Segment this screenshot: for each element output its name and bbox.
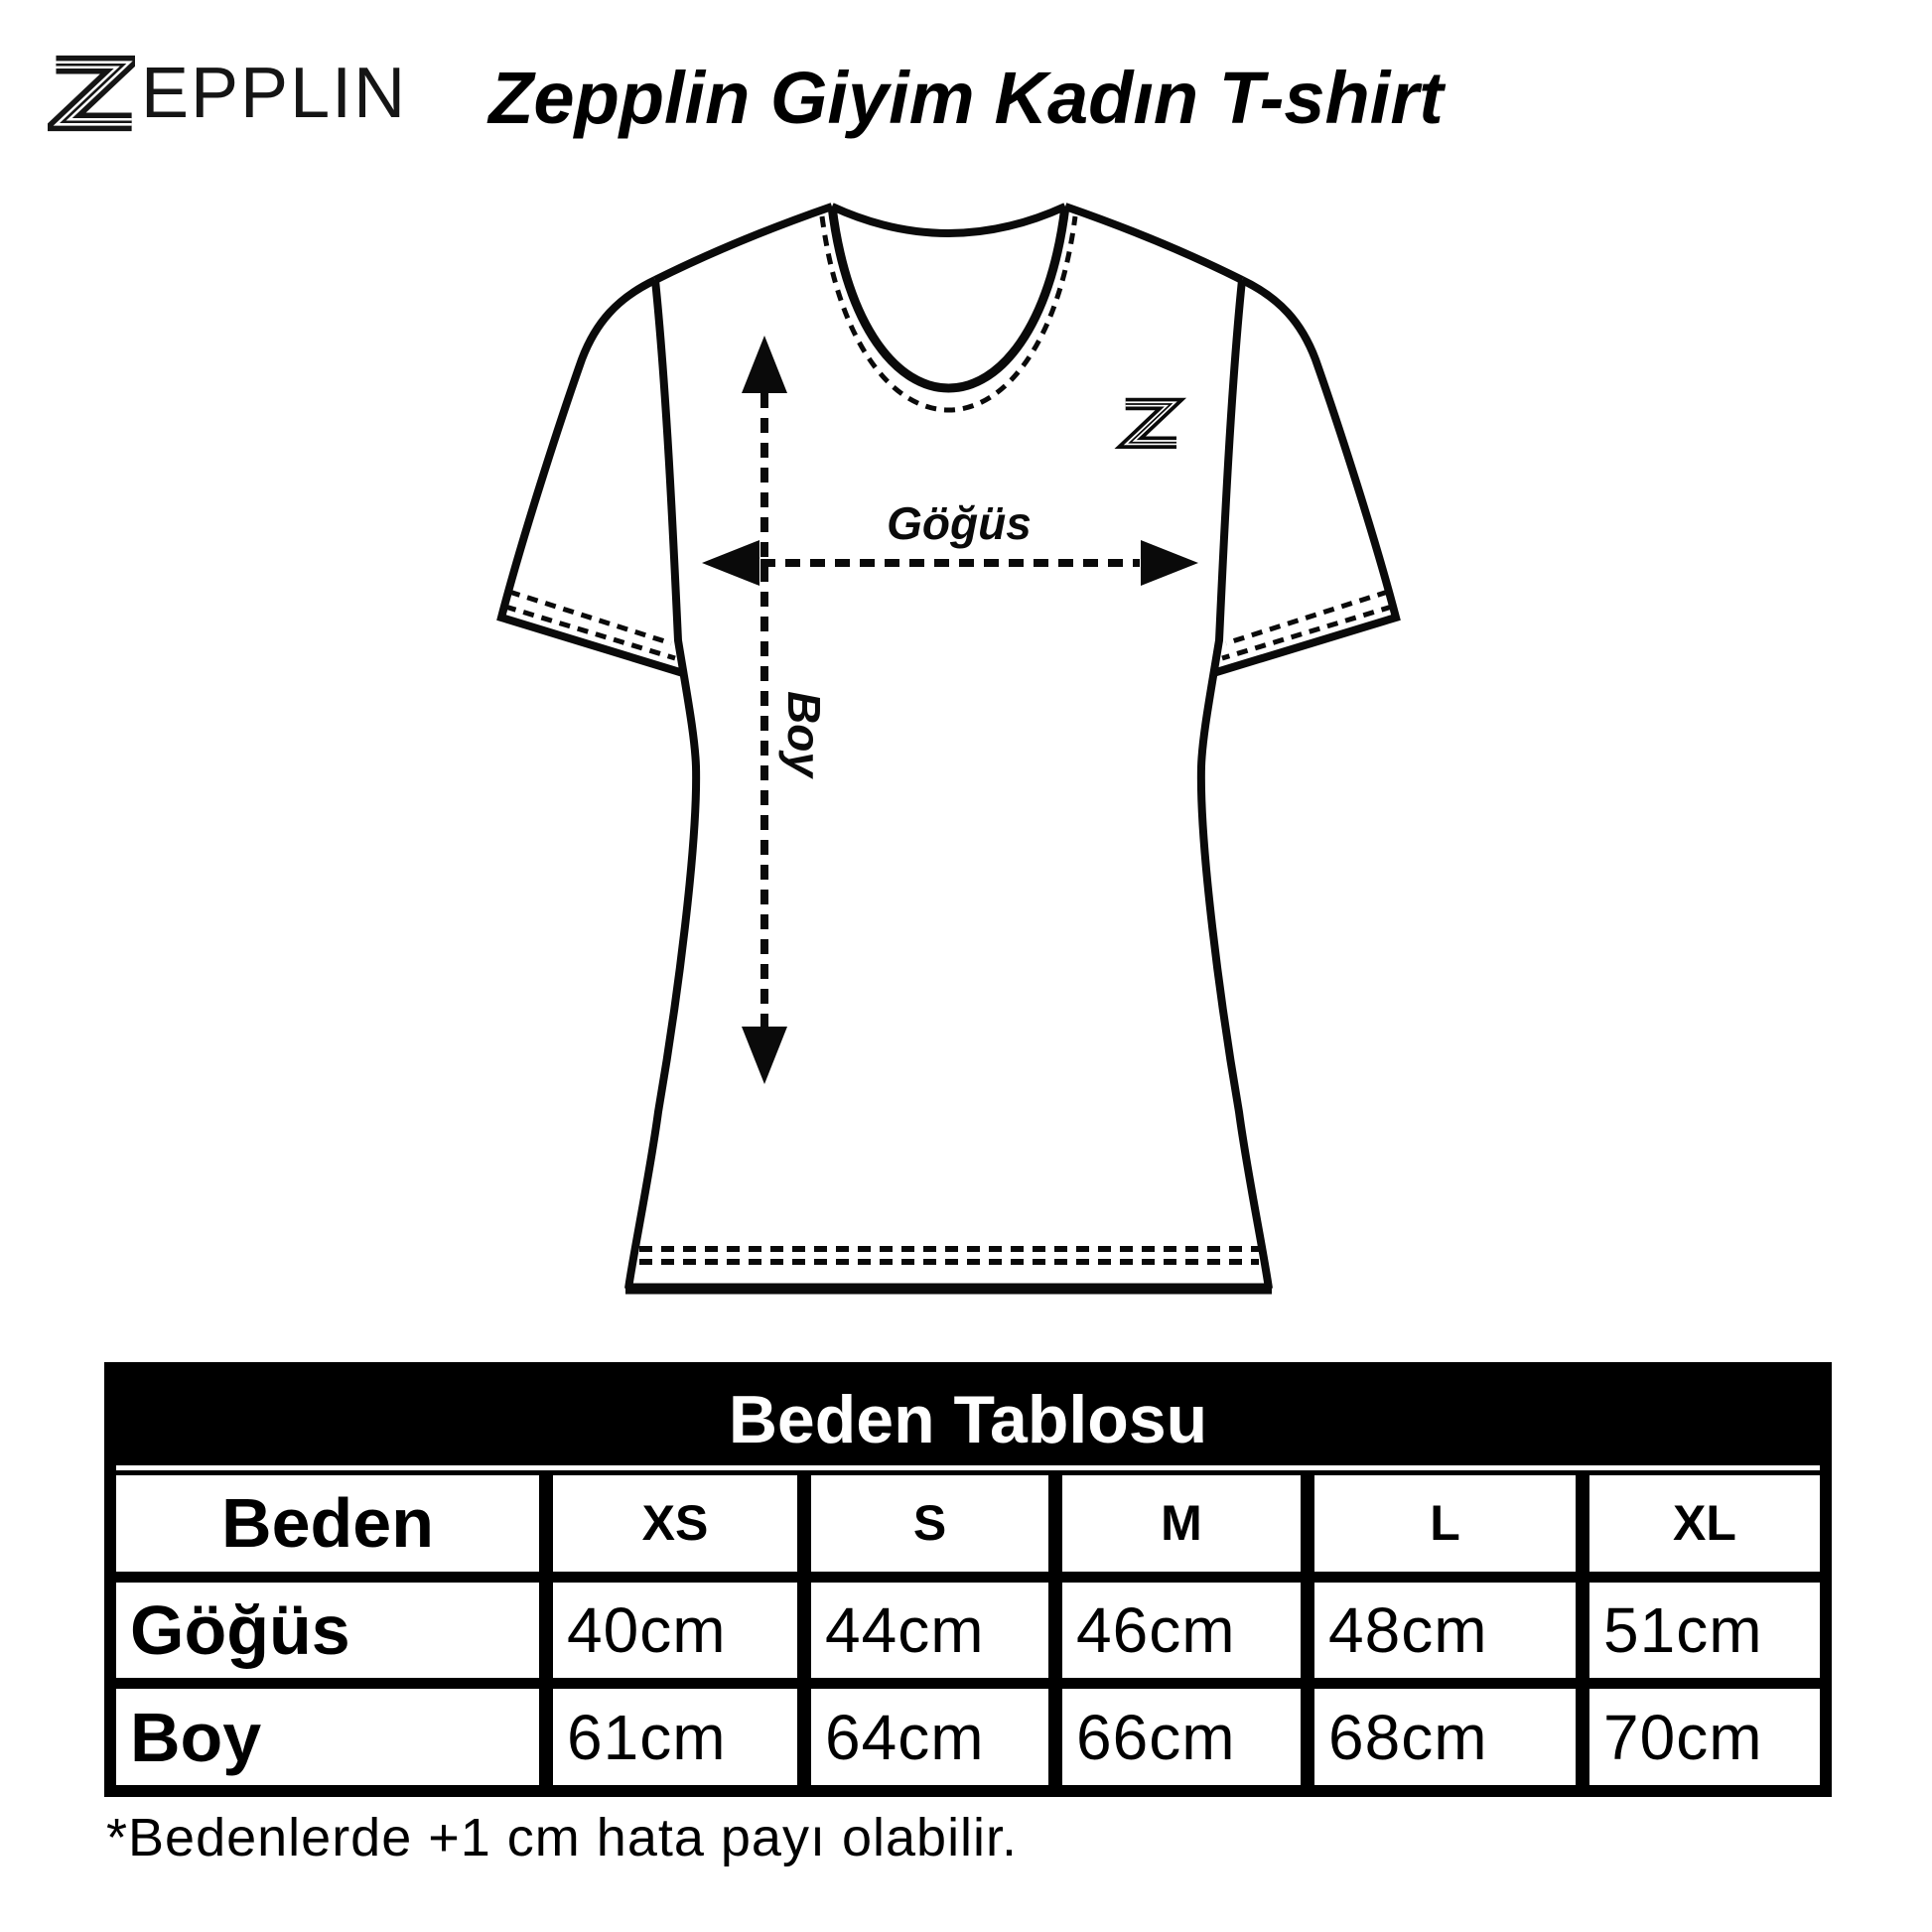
right-cuff-stitch-2 — [1222, 607, 1392, 658]
arrowhead-right — [1141, 540, 1198, 586]
size-table-title: Beden Tablosu — [116, 1374, 1820, 1470]
row-label-chest: Göğüs — [116, 1583, 539, 1679]
left-side-seam — [628, 280, 696, 1289]
left-shoulder — [655, 207, 832, 280]
left-cuff-stitch-1 — [509, 592, 671, 643]
size-tolerance-note: *Bedenlerde +1 cm hata payı olabilir. — [106, 1808, 1019, 1867]
right-cuff-stitch-1 — [1226, 592, 1388, 643]
page-title — [0, 57, 1932, 139]
arrowhead-up — [742, 336, 787, 393]
column-header-beden: Beden — [116, 1475, 539, 1572]
length-value-xl: 70cm — [1589, 1689, 1820, 1785]
chest-value-xl: 51cm — [1589, 1583, 1820, 1679]
column-header-l: L — [1314, 1475, 1576, 1572]
arrowhead-left — [702, 540, 759, 586]
column-header-xl: XL — [1589, 1475, 1820, 1572]
right-side-seam — [1201, 280, 1269, 1289]
page-title-emphasis: Kadın T-shirt — [994, 57, 1444, 139]
column-header-xs: XS — [553, 1475, 797, 1572]
chest-value-m: 46cm — [1062, 1583, 1301, 1679]
left-cuff-stitch-2 — [505, 607, 675, 658]
size-table-header-row — [116, 1475, 1820, 1572]
length-value-s: 64cm — [811, 1689, 1048, 1785]
right-shoulder — [1065, 207, 1242, 280]
stitch-lines — [505, 216, 1392, 1262]
chest-value-s: 44cm — [811, 1583, 1048, 1679]
length-value-m: 66cm — [1062, 1689, 1301, 1785]
column-header-s: S — [811, 1475, 1048, 1572]
chest-value-xs: 40cm — [553, 1583, 797, 1679]
chest-value-l: 48cm — [1314, 1583, 1576, 1679]
row-label-length: Boy — [116, 1689, 539, 1785]
chest-measure-label: Göğüs — [887, 497, 1032, 549]
length-measure-label: Boy — [778, 691, 830, 777]
tshirt-outline — [501, 207, 1396, 1289]
page-title-prefix: Zepplin Giyim — [488, 57, 975, 139]
tshirt-measurement-diagram — [392, 194, 1405, 1301]
table-row-chest — [116, 1583, 1820, 1679]
arrowhead-down — [742, 1027, 787, 1084]
brand-wordmark: EPPLIN — [141, 54, 408, 133]
back-neckline — [832, 207, 1065, 233]
size-table — [104, 1362, 1832, 1797]
chest-z-logo-icon — [1126, 404, 1176, 443]
table-row-length — [116, 1689, 1820, 1785]
column-header-m: M — [1062, 1475, 1301, 1572]
length-value-l: 68cm — [1314, 1689, 1576, 1785]
length-value-xs: 61cm — [553, 1689, 797, 1785]
